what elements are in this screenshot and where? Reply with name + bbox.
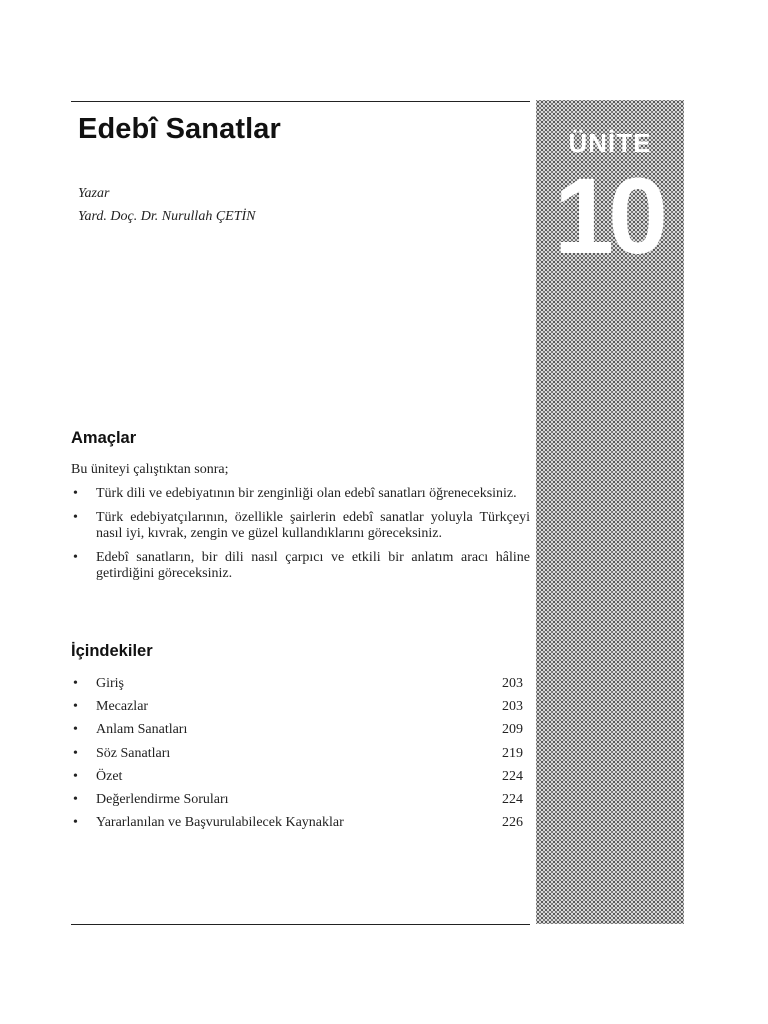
aims-item	[71, 550, 530, 583]
toc-heading: İçindekiler	[71, 642, 153, 660]
aims-item	[71, 510, 530, 543]
toc-item	[71, 813, 523, 836]
bottom-rule	[71, 924, 530, 925]
aims-intro: Bu üniteyi çalıştıktan sonra;	[71, 462, 229, 477]
toc-item-label: Değerlendirme Soruları	[96, 791, 229, 807]
aims-list	[71, 486, 530, 590]
unit-label: ÜNİTE	[568, 128, 652, 158]
bullet-icon: •	[73, 699, 78, 715]
unit-side-band	[536, 100, 684, 924]
toc-item-label: Anlam Sanatları	[96, 722, 188, 738]
bullet-icon: •	[73, 768, 78, 784]
toc-item-page: 203	[502, 676, 523, 691]
toc-item	[71, 674, 523, 697]
bullet-icon: •	[73, 486, 78, 501]
aims-item-text: Edebî sanatların, bir dili nasıl çarpıcı ve etkili bir anlatım aracı hâline getirdiğini göreceksiniz.	[96, 549, 530, 581]
toc-item	[71, 720, 523, 743]
toc-item	[71, 790, 523, 813]
aims-item-text: Türk dili ve edebiyatının bir zenginliği olan edebî sanatları öğreneceksiniz.	[96, 486, 517, 501]
table-of-contents	[71, 674, 523, 836]
toc-item-label: Söz Sanatları	[96, 745, 171, 761]
aims-item-text: Türk edebiyatçılarının, özellikle şairlerin edebî sanatlar yoluyla Türkçeyi nasıl iyi, kıvrak, zengin ve güzel kullandıklarını göreceksiniz.	[96, 509, 530, 541]
bullet-icon: •	[73, 791, 78, 807]
toc-item	[71, 767, 523, 790]
top-rule	[71, 101, 530, 102]
toc-item-label: Mecazlar	[96, 699, 149, 715]
aims-heading: Amaçlar	[71, 429, 137, 447]
toc-item-page: 226	[502, 815, 523, 831]
bullet-icon: •	[73, 745, 78, 761]
toc-item-page: 209	[502, 722, 523, 738]
toc-item-page: 224	[502, 791, 523, 807]
author-label: Yazar	[78, 186, 110, 201]
bullet-icon: •	[73, 676, 78, 691]
toc-item-page: 224	[502, 768, 523, 784]
page-title: Edebî Sanatlar	[78, 113, 281, 145]
toc-item-label: Yararlanılan ve Başvurulabilecek Kaynaklar	[96, 815, 344, 831]
toc-item	[71, 744, 523, 767]
unit-number: 10	[553, 155, 663, 276]
bullet-icon: •	[73, 815, 78, 831]
toc-item-label: Giriş	[96, 676, 124, 691]
bullet-icon: •	[73, 509, 78, 525]
bullet-icon: •	[73, 549, 78, 565]
toc-item-label: Özet	[96, 768, 123, 784]
bullet-icon: •	[73, 722, 78, 738]
toc-item-page: 203	[502, 699, 523, 715]
toc-item-page: 219	[502, 745, 523, 761]
toc-item	[71, 697, 523, 720]
author-name: Yard. Doç. Dr. Nurullah ÇETİN	[78, 209, 256, 224]
aims-item	[71, 486, 530, 503]
